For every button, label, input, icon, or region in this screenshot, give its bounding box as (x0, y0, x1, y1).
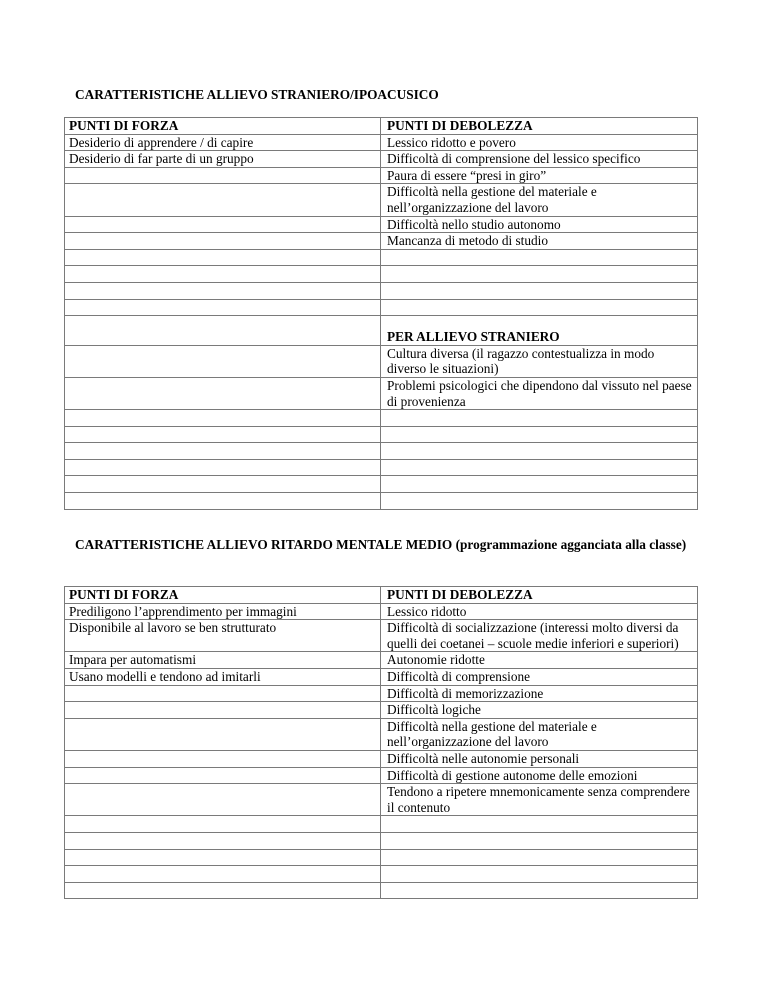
table-row (65, 832, 698, 849)
strength-cell (65, 184, 381, 216)
weakness-cell (381, 882, 698, 899)
weakness-cell: Tendono a ripetere mnemonicamente senza comprendere il contenuto (381, 784, 698, 816)
weakness-cell: PER ALLIEVO STRANIERO (381, 316, 698, 346)
strength-cell: Impara per automatismi (65, 652, 381, 669)
strength-cell: Usano modelli e tendono ad imitarli (65, 668, 381, 685)
weakness-cell: Difficoltà nella gestione del materiale e nell’organizzazione del lavoro (381, 184, 698, 216)
table-row (65, 587, 698, 604)
table-row (65, 443, 698, 460)
strength-cell (65, 816, 381, 833)
weakness-cell (381, 849, 698, 866)
weakness-cell (381, 866, 698, 883)
weakness-cell: Paura di essere “presi in giro” (381, 167, 698, 184)
table-row (65, 784, 698, 816)
table-row (65, 652, 698, 669)
strength-cell (65, 167, 381, 184)
table-row (65, 345, 698, 377)
weakness-cell: Difficoltà di comprensione del lessico specifico (381, 151, 698, 168)
strength-cell (65, 426, 381, 443)
weakness-cell (381, 249, 698, 266)
strength-cell: Desiderio di apprendere / di capire (65, 134, 381, 151)
weakness-cell: Lessico ridotto (381, 603, 698, 620)
weakness-cell (381, 410, 698, 427)
weakness-cell (381, 282, 698, 299)
section1-table (64, 117, 698, 510)
weakness-cell (381, 426, 698, 443)
strength-cell (65, 493, 381, 510)
strength-cell (65, 750, 381, 767)
weakness-cell: Difficoltà di memorizzazione (381, 685, 698, 702)
table-row (65, 620, 698, 652)
weakness-cell (381, 493, 698, 510)
table-row (65, 493, 698, 510)
table-row (65, 282, 698, 299)
weakness-cell: Difficoltà logiche (381, 702, 698, 719)
strength-cell (65, 866, 381, 883)
weakness-cell: Difficoltà nelle autonomie personali (381, 750, 698, 767)
weakness-cell: Autonomie ridotte (381, 652, 698, 669)
strength-cell (65, 849, 381, 866)
weakness-cell: Difficoltà nella gestione del materiale e nell’organizzazione del lavoro (381, 718, 698, 750)
table-row (65, 668, 698, 685)
strength-cell (65, 476, 381, 493)
section2-table (64, 586, 698, 899)
weakness-cell (381, 299, 698, 316)
strength-cell (65, 832, 381, 849)
strength-cell (65, 784, 381, 816)
weakness-cell (381, 459, 698, 476)
table-row (65, 410, 698, 427)
weakness-cell: Difficoltà di comprensione (381, 668, 698, 685)
strength-cell (65, 316, 381, 346)
table-row (65, 459, 698, 476)
weakness-cell: Mancanza di metodo di studio (381, 233, 698, 250)
strength-cell (65, 718, 381, 750)
table-row (65, 476, 698, 493)
strength-cell (65, 282, 381, 299)
strength-cell: PUNTI DI FORZA (65, 587, 381, 604)
weakness-cell: Difficoltà di socializzazione (interessi molto diversi da quelli dei coetanei – scuole medie inferiori e superiori) (381, 620, 698, 652)
table-row (65, 316, 698, 346)
table-row (65, 718, 698, 750)
table-row (65, 603, 698, 620)
weakness-cell: Problemi psicologici che dipendono dal vissuto nel paese di provenienza (381, 377, 698, 409)
weakness-cell: PUNTI DI DEBOLEZZA (381, 118, 698, 135)
table-row (65, 377, 698, 409)
table-row (65, 767, 698, 784)
section2-title: CARATTERISTICHE ALLIEVO RITARDO MENTALE MEDIO (programmazione agganciata alla classe) (75, 537, 687, 552)
strength-cell: Prediligono l’apprendimento per immagini (65, 603, 381, 620)
weakness-cell: Lessico ridotto e povero (381, 134, 698, 151)
weakness-cell: PUNTI DI DEBOLEZZA (381, 587, 698, 604)
strength-cell (65, 377, 381, 409)
weakness-cell (381, 443, 698, 460)
strength-cell (65, 249, 381, 266)
table-row (65, 184, 698, 216)
strength-cell: PUNTI DI FORZA (65, 118, 381, 135)
table-row (65, 702, 698, 719)
table-row (65, 816, 698, 833)
strength-cell (65, 410, 381, 427)
table-row (65, 216, 698, 233)
weakness-cell (381, 816, 698, 833)
table-row (65, 167, 698, 184)
weakness-cell: Cultura diversa (il ragazzo contestualizza in modo diverso le situazioni) (381, 345, 698, 377)
table-row (65, 233, 698, 250)
strength-cell (65, 345, 381, 377)
strength-cell (65, 882, 381, 899)
weakness-cell (381, 476, 698, 493)
table-row (65, 426, 698, 443)
weakness-cell (381, 266, 698, 283)
table-row (65, 118, 698, 135)
table-row (65, 750, 698, 767)
strength-cell: Disponibile al lavoro se ben strutturato (65, 620, 381, 652)
strength-cell (65, 233, 381, 250)
section1-title: CARATTERISTICHE ALLIEVO STRANIERO/IPOACUSICO (75, 87, 439, 102)
table-row (65, 299, 698, 316)
weakness-cell (381, 832, 698, 849)
table-row (65, 249, 698, 266)
table-row (65, 151, 698, 168)
weakness-cell: Difficoltà nello studio autonomo (381, 216, 698, 233)
strength-cell (65, 216, 381, 233)
strength-cell (65, 767, 381, 784)
strength-cell (65, 685, 381, 702)
table-row (65, 849, 698, 866)
strength-cell (65, 299, 381, 316)
strength-cell (65, 702, 381, 719)
weakness-cell: Difficoltà di gestione autonome delle emozioni (381, 767, 698, 784)
table-row (65, 685, 698, 702)
strength-cell: Desiderio di far parte di un gruppo (65, 151, 381, 168)
strength-cell (65, 266, 381, 283)
strength-cell (65, 459, 381, 476)
table-row (65, 134, 698, 151)
table-row (65, 866, 698, 883)
strength-cell (65, 443, 381, 460)
table-row (65, 882, 698, 899)
table-row (65, 266, 698, 283)
